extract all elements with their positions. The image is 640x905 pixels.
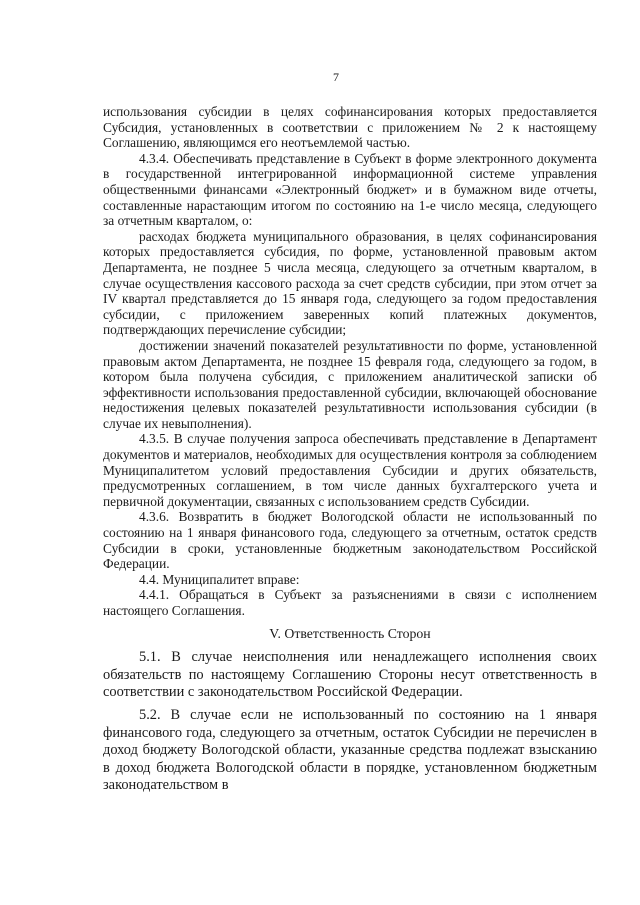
paragraph-p-435: 4.3.5. В случае получения запроса обеспечивать представление в Департамент документов и материалов, необходимых для осуществления контроля за соблюдением Муниципалитетом условий предоставления Субсидии и других обязательств, предусмотренных соглашением, в том числе данных бухгалтерского учета и первичной документации, связанных с использованием средств Субсидии. bbox=[103, 431, 597, 509]
paragraph-p-51: 5.1. В случае неисполнения или ненадлежащего исполнения своих обязательств по настоящему Соглашению Стороны несут ответственность в соответствии с законодательством Российской Федерации. bbox=[103, 649, 597, 701]
paragraph-p-cont: использования субсидии в целях софинансирования которых предоставляется Субсидия, установленных в соответствии с приложением № 2 к настоящему Соглашению, являющимся его неотъемлемой частью. bbox=[103, 104, 597, 151]
paragraph-p-434: 4.3.4. Обеспечивать представление в Субъект в форме электронного документа в государственной интегрированной информационной системе управления общественными финансами «Электронный бюджет» и в бумажном виде отчеты, составленные нарастающим итогом по состоянию на 1-е число месяца, следующего за отчетным кварталом, о: bbox=[103, 150, 597, 229]
paragraph-p-436: 4.3.6. Возвратить в бюджет Вологодской области не использованный по состоянию на 1 января финансового года, следующего за отчетным, остаток средств Субсидии в сроки, установленные бюджетным законодательством Российской Федерации. bbox=[103, 509, 597, 572]
paragraph-p-achievement: достижении значений показателей результативности по форме, установленной правовым актом Департамента, не позднее 15 февраля года, следующего за годом, в котором была получена субсидия, с приложением аналитической записки об эффективности использования предоставленной субсидии, включающей обоснование недостижения целевых показателей результативности использования субсидии (в случае их невыполнения). bbox=[103, 337, 597, 431]
paragraph-p-441: 4.4.1. Обращаться в Субъект за разъяснениями в связи с исполнением настоящего Соглашения. bbox=[103, 587, 597, 618]
document-body bbox=[103, 104, 597, 800]
section-iv-continuation bbox=[103, 104, 597, 619]
section-v-body bbox=[103, 649, 597, 795]
paragraph-p-52: 5.2. В случае если не использованный по состоянию на 1 января финансового года, следующего за отчетным, остаток Субсидии не перечислен в доход бюджету Вологодской области, указанные средства подлежат взысканию в доход бюджета Вологодской области в порядке, установленном бюджетным законодательством в bbox=[103, 706, 597, 794]
section-heading: V. Ответственность Сторон bbox=[269, 625, 431, 641]
paragraph-p-44: 4.4. Муниципалитет вправе: bbox=[139, 571, 300, 587]
paragraph-p-expenses: расходах бюджета муниципального образования, в целях софинансирования которых предоставляется субсидия, по форме, установленной правовым актом Департамента, не позднее 5 числа месяца, следующего за отчетным кварталом, в случае осуществления кассового расхода за счет средств субсидии, при этом отчет за IV квартал представляется до 15 января года, следующего за годом предоставления субсидии, с приложением заверенных копий платежных документов, подтверждающих перечисление субсидии; bbox=[103, 228, 597, 338]
page-number: 7 bbox=[333, 70, 339, 84]
